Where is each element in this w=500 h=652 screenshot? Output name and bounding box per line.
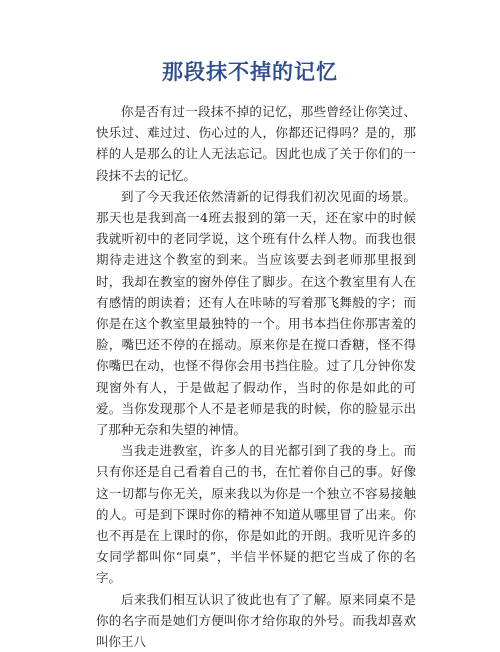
paragraph: 到了今天我还依然清新的记得我们初次见面的场景。那天也是我到高一4班去报到的第一天，还在家中的时候我就听初中的老同学说，这个班有什么样人物。而我也很期待走进这个教室的到来。当应该要去到老师那里报到时，我却在教室的窗外停住了脚步。在这个教室里有人在有感情的朗读着；还有人在咔哧的写着那飞舞般的字；而你是在这个教室里最独特的一个。用书本挡住你那害羞的脸，嘴巴还不停的在摇动。原来你是在搅口香糖，怪不得你嘴巴在动，也怪不得你会用书挡住脸。过了几分钟你发现窗外有人，于是做起了假动作，当时的你是如此的可爱。当你发现那个人不是老师是我的时候，你的脸显示出了那种无奈和失望的神情。 [96,188,416,438]
paragraph: 当我走进教室，许多人的目光都引到了我的身上。而只有你还是自己看着自己的书，在忙着你自己的事。好像这一切都与你无关，原来我以为你是一个独立不容易接触的人。可是到下课时你的精神不知道从哪里冒了出来。你也不再是在上课时的你，你是如此的开朗。我听见许多的女同学都叫你“同桌”，半信半怀疑的把它当成了你的名字。 [96,443,416,586]
paragraph: 你是否有过一段抹不掉的记忆，那些曾经让你笑过、快乐过、难过过、伤心过的人，你都还记得吗？是的，那样的人是那么的让人无法忘记。因此也成了关于你们的一段抹不去的记忆。 [96,104,416,183]
paragraph: 后来我们相互认识了彼此也有了了解。原来同桌不是你的名字而是她们方便叫你才给你取的外号。而我却喜欢叫你王八 [96,591,416,650]
document-title: 那段抹不掉的记忆 [162,60,338,84]
document-body [96,101,416,652]
